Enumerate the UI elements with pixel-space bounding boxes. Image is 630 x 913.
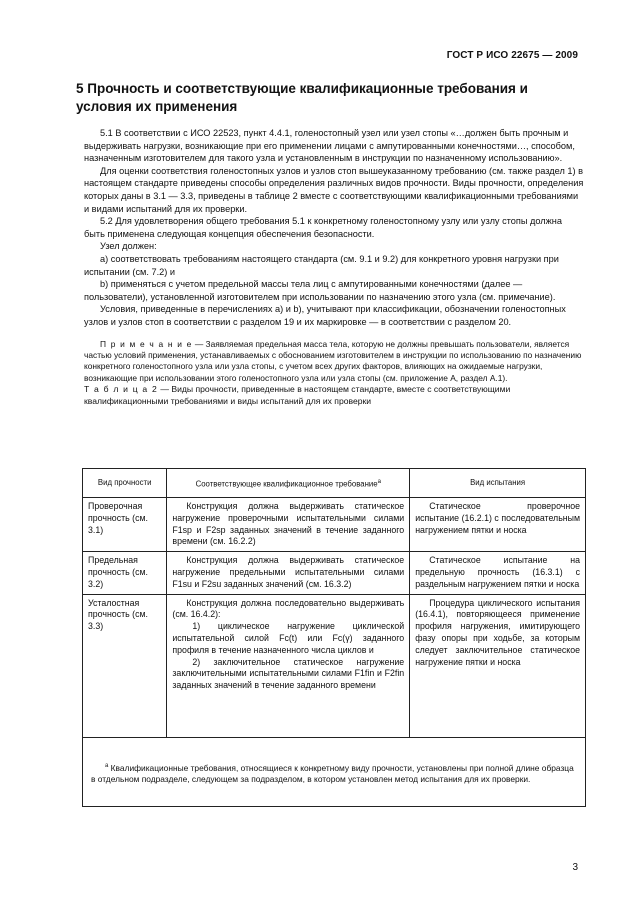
- list-item-a: a) соответствовать требованиям настоящего стандарта (см. 9.1 и 9.2) для конкретного уровня нагрузки при испытании (см. 7.2) и: [84, 253, 559, 277]
- row-kind: Предельная прочность (см. 3.2): [83, 552, 167, 594]
- header-requirement-label: Соответствующее квалификационное требование: [195, 479, 378, 489]
- requirement-intro: Конструкция должна последовательно выдерживать (см. 16.4.2):: [172, 597, 405, 620]
- note: [84, 339, 584, 385]
- header-requirement-footnote-mark: a: [377, 478, 381, 485]
- paragraph-5-1: 5.1 В соответствии с ИСО 22523, пункт 4.4.1, голеностопный узел или узел стопы «…должен быть прочным и выдерживать нагрузки, возникающие при его применении лицами с ампутированными конечностями…, способом, назначенным изготовителем для такого узла и установленным в инструкции по назначенному использованию».: [84, 128, 575, 164]
- page-number: 3: [572, 862, 578, 873]
- paragraph-unit-must: Узел должен:: [100, 241, 157, 252]
- row-requirement: Конструкция должна выдерживать статическое нагружение проверочными испытательными силами F1sp и F2sp заданных значений в течение заданного времени (см. 16.2.2): [167, 498, 410, 552]
- paragraph-5-2: 5.2 Для удовлетворения общего требования 5.1 к конкретному голеностопному узлу или узлу стопы должна быть применена следующая концепция обеспечения безопасности.: [84, 216, 562, 239]
- header-test: Вид испытания: [410, 469, 586, 498]
- table-row: [83, 594, 586, 737]
- paragraph-assessment: Для оценки соответствия голеностопных узлов и узлов стоп вышеуказанному требованию (см. также раздел 1) в настоящем стандарте приведены способы определения различных видов прочности. Виды прочности, определения которых даны в 3.1 — 3.3, приведены в таблице 2 вместе с соответствующими квалификационными требованиями и видами испытаний для их проверки.: [84, 165, 584, 214]
- row-requirement: [167, 594, 410, 737]
- row-kind: Проверочная прочность (см. 3.1): [83, 498, 167, 552]
- row-test: Процедура циклического испытания (16.4.1), повторяющееся применение профиля нагружения, имитирующего фазу опоры при ходьбе, за которым следует заключительное статическое нагружение пятки и носка: [410, 594, 586, 737]
- table-row: [83, 498, 586, 552]
- footnote-text: Квалификационные требования, относящиеся к конкретному виду прочности, установлены при полной длине образца в отдельном подразделе, следующем за подразделом, в котором установлен метод испытания для их проверки.: [91, 763, 574, 785]
- note-label: П р и м е ч а н и е: [100, 338, 193, 349]
- document-id-header: ГОСТ Р ИСО 22675 — 2009: [446, 50, 578, 61]
- strength-table: [82, 468, 586, 807]
- table-header-row: [83, 469, 586, 498]
- row-test: Статическое проверочное испытание (16.2.1) с последовательным нагружением пятки и носка: [410, 498, 586, 552]
- table-caption: [84, 384, 584, 407]
- row-kind: Усталостная прочность (см. 3.3): [83, 594, 167, 737]
- table-footnote-row: [83, 737, 586, 806]
- section-title: 5 Прочность и соответствующие квалификационные требования и условия их применения: [76, 81, 528, 114]
- header-requirement: [167, 469, 410, 498]
- list-item-b: b) применяться с учетом предельной массы тела лиц с ампутированными конечностями (далее — пользователи), установленной изготовителем при использовании по назначению этого узла (см. примечание).: [84, 279, 556, 302]
- requirement-item-2: 2) заключительное статическое нагружение заключительными испытательными силами F1fin и F2fin заданных значений в течение заданного времени: [172, 656, 405, 691]
- paragraph-conditions: Условия, приведенные в перечислениях а) и b), учитывают при классификации, обозначении голеностопных узлов и узлов стоп в соответствии с разделом 19 и их маркировке — в соответствии с разделом 20.: [84, 304, 566, 327]
- footnote-mark: a: [105, 763, 109, 770]
- table-caption-text: — Виды прочности, приведенные в настоящем стандарте, вместе с соответствующими квалификационными требованиями и виды испытаний для их проверки: [84, 384, 511, 406]
- table-row: [83, 552, 586, 594]
- note-text: — Заявляемая предельная масса тела, которую не должны превышать пользователи, является частью условий применения, устанавливаемых с обоснованием изготовителем в инструкции по использованию по назначению конкретного голеностопного узла или узла стопы, с учетом всех других факторов, влияющих на ожидаемые нагрузки, возникающие при использовании этого голеностопного узла или узла стопы (см. приложение А, раздел А.1).: [84, 338, 582, 383]
- requirement-item-1: 1) циклическое нагружение циклической испытательной силой Fc(t) или Fc(γ) заданного профиля в течение назначенного числа циклов и: [172, 621, 405, 655]
- table-caption-label: Т а б л и ц а 2: [84, 384, 158, 395]
- row-test: Статическое испытание на предельную прочность (16.3.1) с раздельным нагружением пятки и носка: [410, 552, 586, 594]
- section-body: [84, 127, 584, 407]
- row-requirement: Конструкция должна выдерживать статическое нагружение предельными испытательными силами F1su и F2su заданных значений (см. 16.3.2): [167, 552, 410, 594]
- header-kind: Вид прочности: [83, 469, 167, 498]
- table-footnote: [83, 737, 586, 806]
